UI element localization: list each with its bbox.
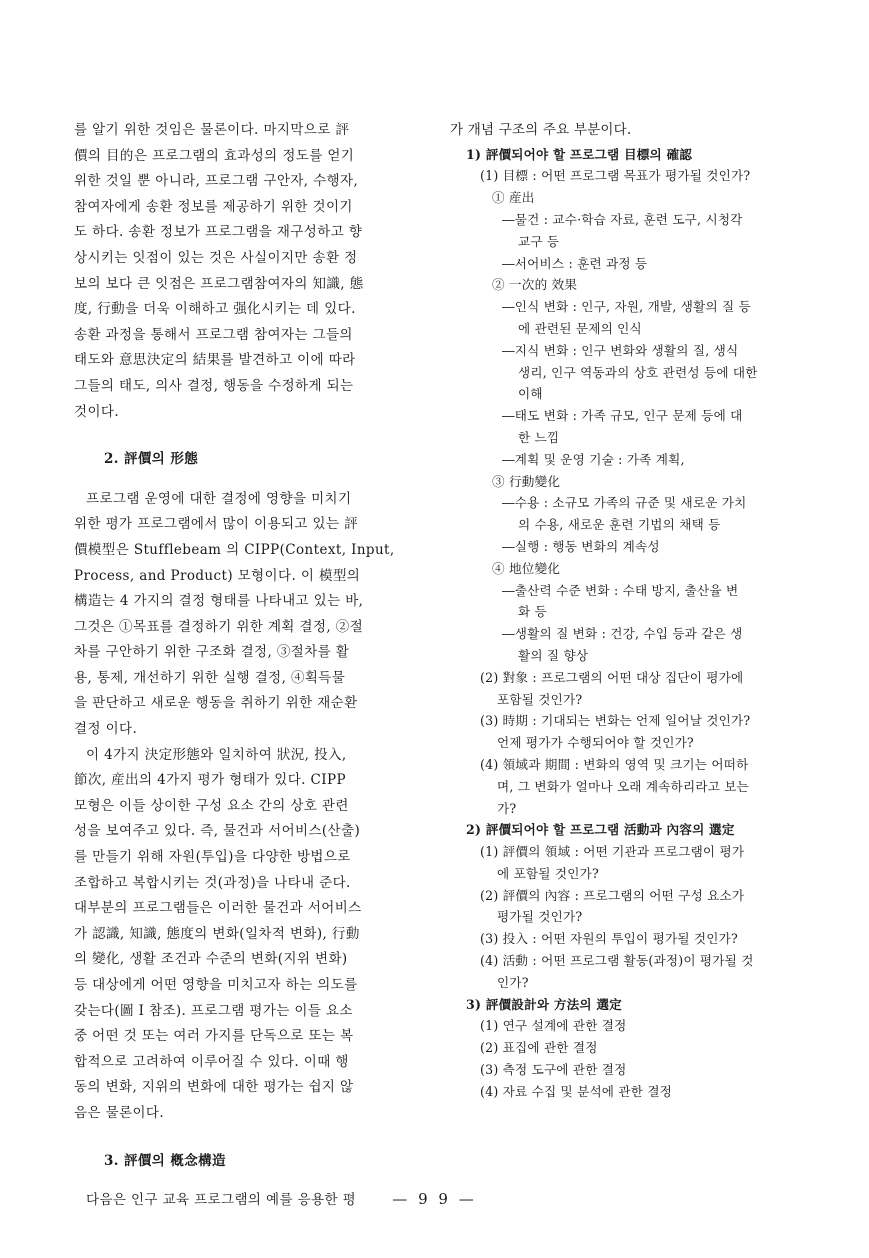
outline-item: ―인식 변화 : 인구, 자원, 개발, 생활의 질 등 bbox=[502, 299, 751, 315]
outline-item: ―서어비스 : 훈련 과정 등 bbox=[502, 255, 648, 271]
outline-item: (2) 對象 : 프로그램의 어떤 대상 집단이 평가에 bbox=[480, 669, 744, 685]
section-heading-3: 3. 評價의 槪念構造 bbox=[104, 1152, 226, 1169]
outline-item: 생리, 인구 역동과의 상호 관련성 등에 대한 bbox=[518, 364, 758, 380]
outline-item: ―지식 변화 : 인구 변화와 생활의 질, 생식 bbox=[502, 342, 739, 358]
outline-item: (1) 연구 설계에 관한 결정 bbox=[480, 1018, 627, 1034]
outline-item: ② 一次的 效果 bbox=[492, 277, 578, 293]
text-line: 등 대상에게 어떤 영향을 미치고자 하는 의도를 bbox=[74, 977, 358, 993]
section-heading-2: 2. 評價의 形態 bbox=[104, 451, 199, 468]
outline-item: ④ 地位變化 bbox=[492, 560, 561, 576]
text-line: 度, 行動을 더욱 이해하고 强化시키는 데 있다. bbox=[74, 301, 356, 318]
text-line: 의 變化, 생활 조건과 수준의 변화(지위 변화) bbox=[74, 951, 348, 968]
text-line: 참여자에게 송환 정보를 제공하기 위한 것이기 bbox=[74, 198, 353, 215]
outline-item: 포함될 것인가? bbox=[497, 691, 583, 707]
outline-item: (3) 측정 도구에 관한 결정 bbox=[480, 1062, 627, 1078]
outline-item: ―출산력 수준 변화 : 수태 방지, 출산율 변 bbox=[502, 582, 739, 598]
right-column bbox=[450, 118, 810, 1103]
paragraph-cipp-model bbox=[74, 487, 424, 743]
outline-item: ―실행 : 행동 변화의 계속성 bbox=[502, 538, 660, 554]
outline-item: 1) 評價되어야 할 프로그램 目標의 確認 bbox=[466, 146, 693, 162]
outline-item: ―태도 변화 : 가족 규모, 인구 문제 등에 대 bbox=[502, 408, 743, 424]
page-number: — 9 9 — bbox=[392, 1190, 477, 1208]
text-line: 음은 물론이다. bbox=[74, 1104, 165, 1121]
outline-item: 이해 bbox=[518, 386, 543, 402]
right-lead-line: 가 개념 구조의 주요 부분이다. bbox=[450, 122, 632, 138]
outline-item: 의 수용, 새로운 훈련 기법의 채택 등 bbox=[518, 517, 721, 533]
text-line: 價의 目的은 프로그램의 효과성의 정도를 얻기 bbox=[74, 147, 355, 164]
outline-item: 3) 評價設計와 方法의 選定 bbox=[466, 996, 622, 1012]
text-line: 결정 이다. bbox=[74, 721, 138, 738]
outline-item: (1) 目標 : 어떤 프로그램 목표가 평가될 것인가? bbox=[480, 168, 751, 184]
outline-item: ―물건 : 교수·학습 자료, 훈련 도구, 시청각 bbox=[502, 211, 743, 227]
text-line: 그것은 ①목표를 결정하기 위한 계획 결정, ②절 bbox=[74, 618, 364, 635]
outline-item: (2) 評價의 內容 : 프로그램의 어떤 구성 요소가 bbox=[480, 887, 745, 903]
outline-item: 활의 질 향상 bbox=[518, 647, 589, 663]
text-line: 차를 구안하기 위한 구조화 결정, ③절차를 활 bbox=[74, 644, 350, 661]
outline-item: 며, 그 변화가 얼마나 오래 계속하리라고 보는 bbox=[497, 778, 750, 794]
text-line: Process, and Product) 모형이다. 이 模型의 bbox=[74, 567, 361, 584]
text-line: 성을 보여주고 있다. 즉, 물건과 서어비스(산출) bbox=[74, 823, 361, 840]
text-line: 위한 평가 프로그램에서 많이 이용되고 있는 評 bbox=[74, 516, 358, 533]
text-line: 합적으로 고려하여 이루어질 수 있다. 이때 행 bbox=[74, 1053, 349, 1070]
outline-item: ―수용 : 소규모 가족의 규준 및 새로운 가치 bbox=[502, 495, 747, 511]
outline-item: ―생활의 질 변화 : 건강, 수입 등과 같은 생 bbox=[502, 626, 743, 642]
text-line: 構造는 4 가지의 결정 형태를 나타내고 있는 바, bbox=[74, 593, 364, 610]
outline-item: ③ 行動變化 bbox=[492, 473, 561, 489]
text-line: 도 하다. 송환 정보가 프로그램을 재구성하고 향 bbox=[74, 224, 363, 241]
left-column bbox=[74, 118, 424, 1214]
text-line: 그들의 태도, 의사 결정, 행동을 수정하게 되는 bbox=[74, 377, 354, 394]
text-line: 위한 것일 뿐 아니라, 프로그램 구안자, 수행자, bbox=[74, 173, 359, 190]
outline-item: (1) 評價의 領域 : 어떤 기관과 프로그램이 평가 bbox=[480, 844, 745, 860]
outline-item: 언제 평가가 수행되어야 할 것인가? bbox=[497, 735, 694, 751]
text-line: 모형은 이들 상이한 구성 요소 간의 상호 관련 bbox=[74, 797, 349, 814]
outline-item: (4) 자료 수집 및 분석에 관한 결정 bbox=[480, 1083, 673, 1099]
text-line: 동의 변화, 지위의 변화에 대한 평가는 쉽지 않 bbox=[74, 1079, 354, 1096]
outline-item: 인가? bbox=[497, 974, 529, 990]
outline-item: ―계획 및 운영 기술 : 가족 계획, bbox=[502, 451, 685, 467]
outline-item: 교구 등 bbox=[518, 233, 560, 249]
outline-item: (2) 표집에 관한 결정 bbox=[480, 1040, 598, 1056]
outline-item: 가? bbox=[497, 800, 517, 816]
text-line: 가 認識, 知識, 態度의 변화(일차적 변화), 行動 bbox=[74, 925, 360, 942]
paragraph-feedback bbox=[74, 118, 424, 425]
outline-item: 평가될 것인가? bbox=[497, 909, 583, 925]
text-line: 용, 통제, 개선하기 위한 실행 결정, ④획득물 bbox=[74, 669, 346, 686]
text-line: 를 알기 위한 것임은 물론이다. 마지막으로 評 bbox=[74, 122, 350, 138]
text-line: 를 만들기 위해 자원(투입)을 다양한 방법으로 bbox=[74, 849, 351, 866]
outline-item: ① 産出 bbox=[492, 190, 535, 206]
outline-item: 화 등 bbox=[518, 604, 547, 620]
text-line: 태도와 意思決定의 結果를 발견하고 이에 따라 bbox=[74, 352, 356, 369]
outline-item: 한 느낌 bbox=[518, 429, 560, 445]
text-line: 상시키는 잇점이 있는 것은 사실이지만 송환 정 bbox=[74, 249, 358, 266]
outline-item: 에 포함될 것인가? bbox=[497, 865, 599, 881]
text-line: 프로그램 운영에 대한 결정에 영향을 미치기 bbox=[86, 490, 352, 507]
paragraph-four-evaluation-types bbox=[74, 743, 424, 1127]
text-line: 다음은 인구 교육 프로그램의 예를 응용한 평 bbox=[86, 1192, 357, 1209]
text-line: 대부분의 프로그램들은 이러한 물건과 서어비스 bbox=[74, 900, 362, 917]
outline-item: (3) 時期 : 기대되는 변화는 언제 일어날 것인가? bbox=[480, 713, 751, 729]
text-line: 보의 보다 큰 잇점은 프로그램참여자의 知識, 態 bbox=[74, 275, 364, 292]
text-line: 節次, 産出의 4가지 평가 형태가 있다. CIPP bbox=[74, 772, 346, 789]
outline-list bbox=[450, 144, 810, 1103]
text-line: 을 판단하고 새로운 행동을 취하기 위한 재순환 bbox=[74, 695, 358, 712]
outline-item: 에 관련된 문제의 인식 bbox=[518, 320, 642, 336]
outline-item: (4) 活動 : 어떤 프로그램 활동(과정)이 평가될 것 bbox=[480, 953, 754, 969]
text-line: 중 어떤 것 또는 여러 가지를 단독으로 또는 복 bbox=[74, 1028, 354, 1045]
text-line: 송환 과정을 통해서 프로그램 참여자는 그들의 bbox=[74, 326, 353, 343]
outline-item: (4) 領域과 期間 : 변화의 영역 및 크기는 어떠하 bbox=[480, 756, 749, 772]
text-line: 이 4가지 決定形態와 일치하여 狀況, 投入, bbox=[86, 746, 347, 763]
text-line: 것이다. bbox=[74, 403, 120, 420]
text-line: 價模型은 Stufflebeam 의 CIPP(Context, Input, bbox=[74, 541, 395, 558]
text-line: 갖는다(圖 I 참조). 프로그램 평가는 이들 요소 bbox=[74, 1002, 353, 1019]
outline-item: (3) 投入 : 어떤 자원의 투입이 평가될 것인가? bbox=[480, 931, 738, 947]
text-line: 조합하고 복합시키는 것(과정)을 나타내 준다. bbox=[74, 874, 351, 891]
outline-item: 2) 評價되어야 할 프로그램 活動과 內容의 選定 bbox=[466, 822, 735, 838]
